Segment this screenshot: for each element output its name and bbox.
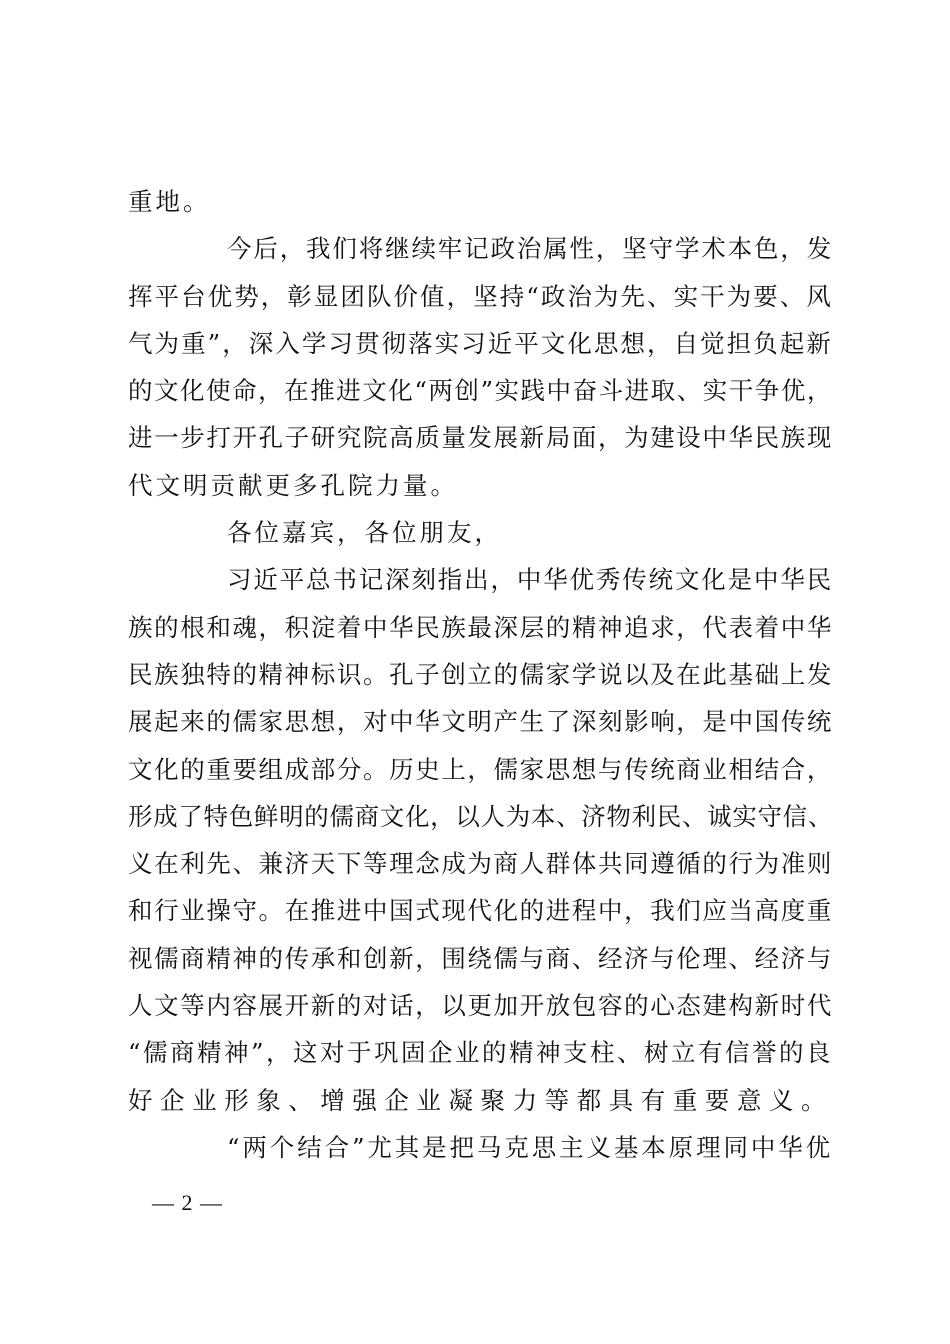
text-line: 民族独特的精神标识。孔子创立的儒家学说以及在此基础上发 xyxy=(128,659,833,689)
page-number: — 2 — xyxy=(152,1190,223,1215)
text-line: 展起来的儒家思想，对中华文明产生了深刻影响，是中国传统 xyxy=(128,707,833,737)
text-line: 形成了特色鲜明的儒商文化，以人为本、济物利民、诚实守信、 xyxy=(128,801,834,831)
text-line: “儒商精神”，这对于巩固企业的精神支柱、树立有信誉的良 xyxy=(128,1038,834,1068)
text-line: 文化的重要组成部分。历史上，儒家思想与传统商业相结合， xyxy=(128,754,833,784)
text-line: 好企业形象、增强企业凝聚力等都具有重要意义。 xyxy=(128,1085,834,1115)
text-line: 各位嘉宾，各位朋友， xyxy=(227,518,502,548)
text-line: 和行业操守。在推进中国式现代化的进程中，我们应当高度重 xyxy=(128,896,833,926)
text-line: 进一步打开孔子研究院高质量发展新局面，为建设中华民族现 xyxy=(128,423,833,453)
text-line: 族的根和魂，积淀着中华民族最深层的精神追求，代表着中华 xyxy=(128,612,833,642)
text-line: 今后，我们将继续牢记政治属性，坚守学术本色，发 xyxy=(227,234,834,264)
text-line: 视儒商精神的传承和创新，围绕儒与商、经济与伦理、经济与 xyxy=(128,943,833,973)
body-text xyxy=(128,178,833,1171)
text-line: 代文明贡献更多孔院力量。 xyxy=(128,470,458,500)
text-line: 的文化使命，在推进文化“两创”实践中奋斗进取、实干争优， xyxy=(128,376,833,406)
text-line: 人文等内容展开新的对话，以更加开放包容的心态建构新时代 xyxy=(128,991,833,1021)
text-line: “两个结合”尤其是把马克思主义基本原理同中华优 xyxy=(227,1132,834,1162)
text-line: 习近平总书记深刻指出，中华优秀传统文化是中华民 xyxy=(227,565,834,595)
text-line: 义在利先、兼济天下等理念成为商人群体共同遵循的行为准则 xyxy=(128,849,833,879)
text-line: 气为重”，深入学习贯彻落实习近平文化思想，自觉担负起新 xyxy=(128,328,833,358)
text-line: 挥平台优势，彰显团队价值，坚持“政治为先、实干为要、风 xyxy=(128,281,833,311)
text-line: 重地。 xyxy=(128,187,211,216)
